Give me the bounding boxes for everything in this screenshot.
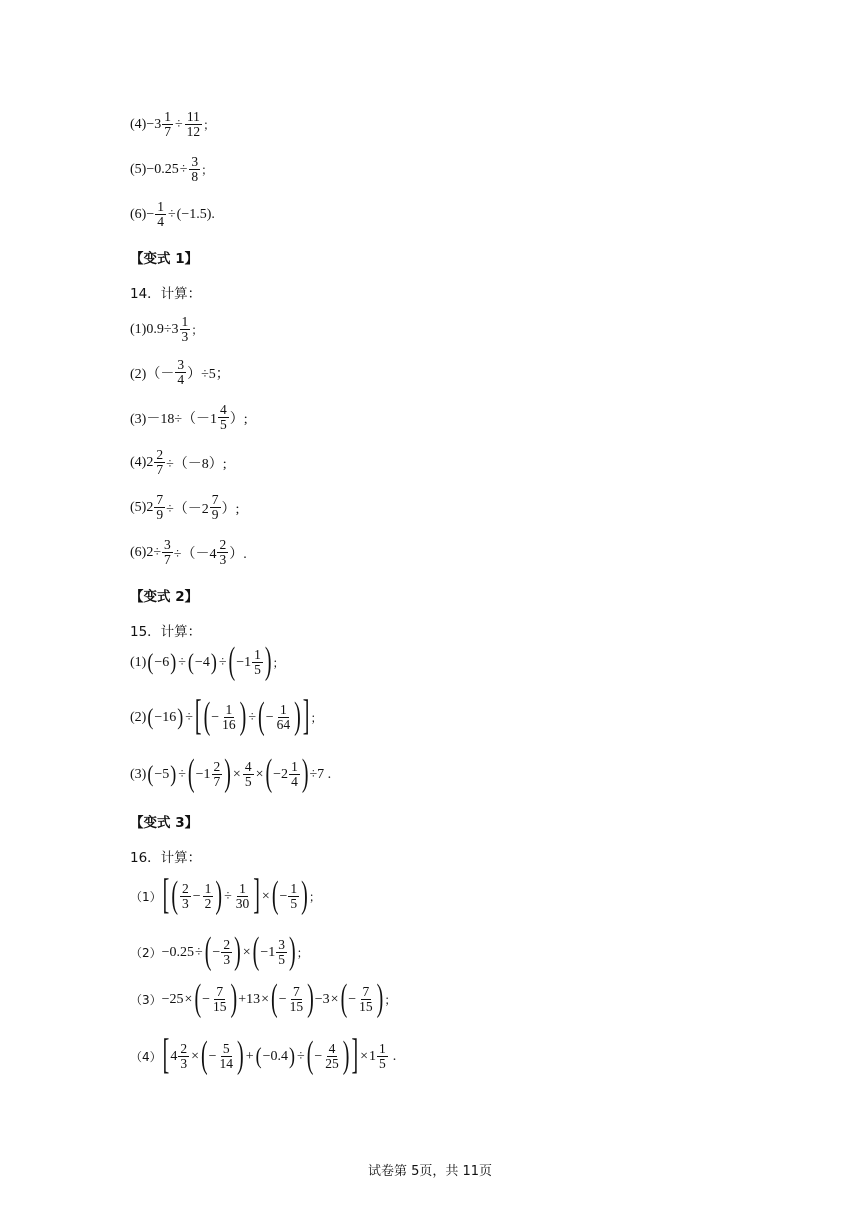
expression-text: ÷（－8）; [166,456,227,472]
paren: ( [340,977,348,1020]
paren: ) [288,930,296,973]
paren: ( [271,977,278,1020]
q16-item-2 [130,930,309,973]
operand: −0.4 [262,1048,289,1064]
fraction: $\frac{1}{2}$ [204,881,212,912]
expression-text: ）; [229,411,248,427]
fraction: $\frac{11}{12}$ [186,109,201,140]
item-number: （2） [130,946,162,961]
item-number: （4） [130,1050,162,1065]
operand: −4 [194,654,210,670]
expression-text: (5)2 [130,499,154,515]
section-heading: 【变式 1】 [130,251,199,267]
paren: ) [264,640,272,683]
paren: ( [147,704,154,731]
paren: ) [301,874,308,917]
times-sign: × [191,1048,199,1064]
expression-text: ）; [221,501,240,517]
minus-sign: − [278,991,287,1007]
page-footer: 试卷第 5页，共 11页 [367,1164,493,1179]
q14-item-6 [130,538,247,567]
times-sign: × [255,766,264,782]
minus-sign: − [202,991,211,1007]
whole-number: 4 [170,1048,178,1064]
bracket: [ [162,1032,170,1079]
item-number: (3) [130,766,147,782]
item-number: (6) [130,206,147,222]
q14-item-1 [130,315,203,344]
times-sign: × [360,1048,369,1064]
bracket: ] [302,693,310,740]
divide-sign: ÷ [185,709,193,725]
paren: ( [200,1034,208,1077]
minus-sign: − [212,944,221,960]
punctuation: ； [310,711,323,726]
fraction: $\frac{2}{7}$ [213,759,221,790]
paren: ) [170,649,177,676]
item-4 [130,110,215,139]
expression-text: (2)（－ [130,366,175,382]
paren: ( [306,1034,314,1077]
minus-sign: − [348,991,357,1007]
expression-text: ）÷5； [187,366,230,382]
operand: −16 [154,709,177,725]
times-sign: × [330,991,339,1007]
bracket: [ [194,693,202,740]
paren: ( [271,874,279,917]
question-title: 15．计算： [130,624,202,640]
punctuation: ； [191,323,204,338]
q15-item-3 [130,752,332,795]
expression-text: ）. [229,546,247,562]
q14-item-2 [130,358,230,387]
minus-sign: − [314,1048,323,1064]
paren: ( [147,649,154,676]
expression-text: (4)2 [130,454,154,470]
q15-item-2 [130,693,323,740]
q16-item-1 [130,872,321,919]
fraction: $\frac{1}{5}$ [254,647,261,678]
divide-sign: ÷ [178,654,186,670]
paren: ) [239,695,247,738]
minus-sign: − [146,206,155,222]
operand: −1 [236,654,252,670]
paren: ) [230,977,238,1020]
times-sign: × [261,888,270,904]
fraction: $\frac{1}{16}$ [222,702,236,733]
divide-sign: ÷ [248,709,257,725]
paren: ) [177,704,184,731]
q14-item-3 [130,403,248,432]
fraction: $\frac{4}{5}$ [244,759,252,790]
expression-text: (1)0.9÷3 [130,321,179,337]
fraction: $\frac{7}{9}$ [211,492,219,523]
punctuation: ； [201,163,214,178]
times-sign: × [261,991,270,1007]
paren: ) [342,1034,350,1077]
minus-sign: − [279,888,288,904]
divide-sign: ÷ [178,766,186,782]
times-sign: × [232,766,241,782]
paren: ) [224,752,231,795]
bracket: [ [162,872,170,919]
minus-sign: − [192,888,201,904]
operand: −25 [161,991,184,1007]
divide-sign: ÷ [195,944,203,960]
punctuation: . [211,206,215,222]
section-heading: 【变式 2】 [130,589,199,605]
item-number: (5) [130,161,147,177]
paren: ( [187,649,194,676]
whole-number: 1 [369,1048,377,1064]
section-heading: 【变式 3】 [130,815,199,831]
operand: −6 [154,654,170,670]
paren: ) [210,649,217,676]
operand: −0.25 [161,944,195,960]
paren: ( [258,695,265,738]
whole-number: −3 [146,116,162,132]
paren: ( [203,695,211,738]
fraction: $\frac{1}{5}$ [379,1041,386,1072]
fraction: $\frac{1}{5}$ [290,881,298,912]
paren: ( [204,930,212,973]
paren: ( [171,874,178,917]
item-number: (4) [130,116,147,132]
fraction: $\frac{2}{3}$ [223,937,231,968]
q16-item-3 [130,977,397,1020]
fraction: $\frac{1}{7}$ [164,109,171,140]
paren: ) [170,761,177,788]
fraction: $\frac{7}{15}$ [359,984,373,1015]
item-5 [130,155,213,184]
expression-text: ÷（－2 [166,501,209,517]
question-title: 16．计算： [130,850,202,866]
fraction: $\frac{1}{30}$ [235,881,250,912]
times-sign: × [242,944,251,960]
item-6 [130,200,215,229]
paren: ( [252,930,260,973]
paren: ) [237,1034,244,1077]
paren: ) [301,752,309,795]
bracket: ] [351,1032,359,1079]
operand: (−1.5) [176,206,212,222]
fraction: $\frac{4}{5}$ [220,402,227,433]
paren: ) [215,874,223,917]
expression-text: ÷7 . [309,766,332,782]
bracket: ] [253,872,260,919]
fraction: $\frac{1}{3}$ [181,314,189,345]
plus-sign: + [245,1048,254,1064]
q14-item-5 [130,493,239,522]
paren: ) [289,1043,296,1070]
operand: +13 [238,991,261,1007]
operand: −5 [154,766,170,782]
q15-item-1 [130,640,285,683]
punctuation: ； [203,118,216,133]
expression-text: ÷（－4 [173,546,217,562]
punctuation: ； [308,890,321,905]
fraction: $\frac{3}{8}$ [191,154,199,185]
punctuation: ； [384,993,397,1008]
fraction: $\frac{1}{4}$ [157,199,164,230]
fraction: $\frac{3}{4}$ [177,357,185,388]
divide-sign: ÷ [297,1048,305,1064]
fraction: $\frac{2}{3}$ [180,1041,188,1072]
fraction: $\frac{2}{7}$ [156,447,164,478]
fraction: $\frac{7}{15}$ [213,984,227,1015]
punctuation: ； [296,946,309,961]
fraction: $\frac{1}{4}$ [291,759,298,790]
paren: ( [187,752,195,795]
item-number: （1） [130,890,162,905]
paren: ( [194,977,202,1020]
paren: ( [228,640,236,683]
divide-sign: ÷ [167,206,176,222]
divide-sign: ÷ [224,888,232,904]
item-number: (1) [130,654,147,670]
item-number: (2) [130,709,147,725]
paren: ( [147,761,154,788]
paren: ) [307,977,314,1020]
expression-text: (6)2÷ [130,544,162,560]
divide-sign: ÷ [174,116,183,132]
minus-sign: − [265,709,274,725]
divide-sign: ÷ [179,161,188,177]
punctuation: ； [272,656,285,671]
operand: −2 [273,766,289,782]
fraction: $\frac{1}{64}$ [276,702,291,733]
q14-item-4 [130,448,227,477]
paren: ) [294,695,301,738]
minus-sign: − [208,1048,217,1064]
expression-text: (3)－18÷（－1 [130,411,218,427]
operand: −1 [260,944,276,960]
fraction: $\frac{2}{3}$ [181,881,189,912]
question-title: 14．计算： [130,286,202,302]
minus-sign: − [211,709,220,725]
fraction: $\frac{5}{14}$ [219,1041,234,1072]
paren: ( [265,752,273,795]
fraction: $\frac{7}{9}$ [156,492,164,523]
paren: ) [234,930,241,973]
fraction: $\frac{3}{7}$ [164,537,171,568]
times-sign: × [184,991,193,1007]
fraction: $\frac{3}{5}$ [278,937,285,968]
paren: ( [255,1043,262,1070]
operand: −0.25 [146,161,179,177]
fraction: $\frac{4}{25}$ [325,1041,339,1072]
operand: −1 [195,766,211,782]
item-number: （3） [130,993,162,1008]
fraction: $\frac{7}{15}$ [289,984,304,1015]
q16-item-4 [130,1032,397,1079]
punctuation: . [392,1048,397,1064]
operand: −3 [314,991,330,1007]
divide-sign: ÷ [218,654,227,670]
fraction: $\frac{2}{3}$ [219,537,227,568]
paren: ) [376,977,384,1020]
